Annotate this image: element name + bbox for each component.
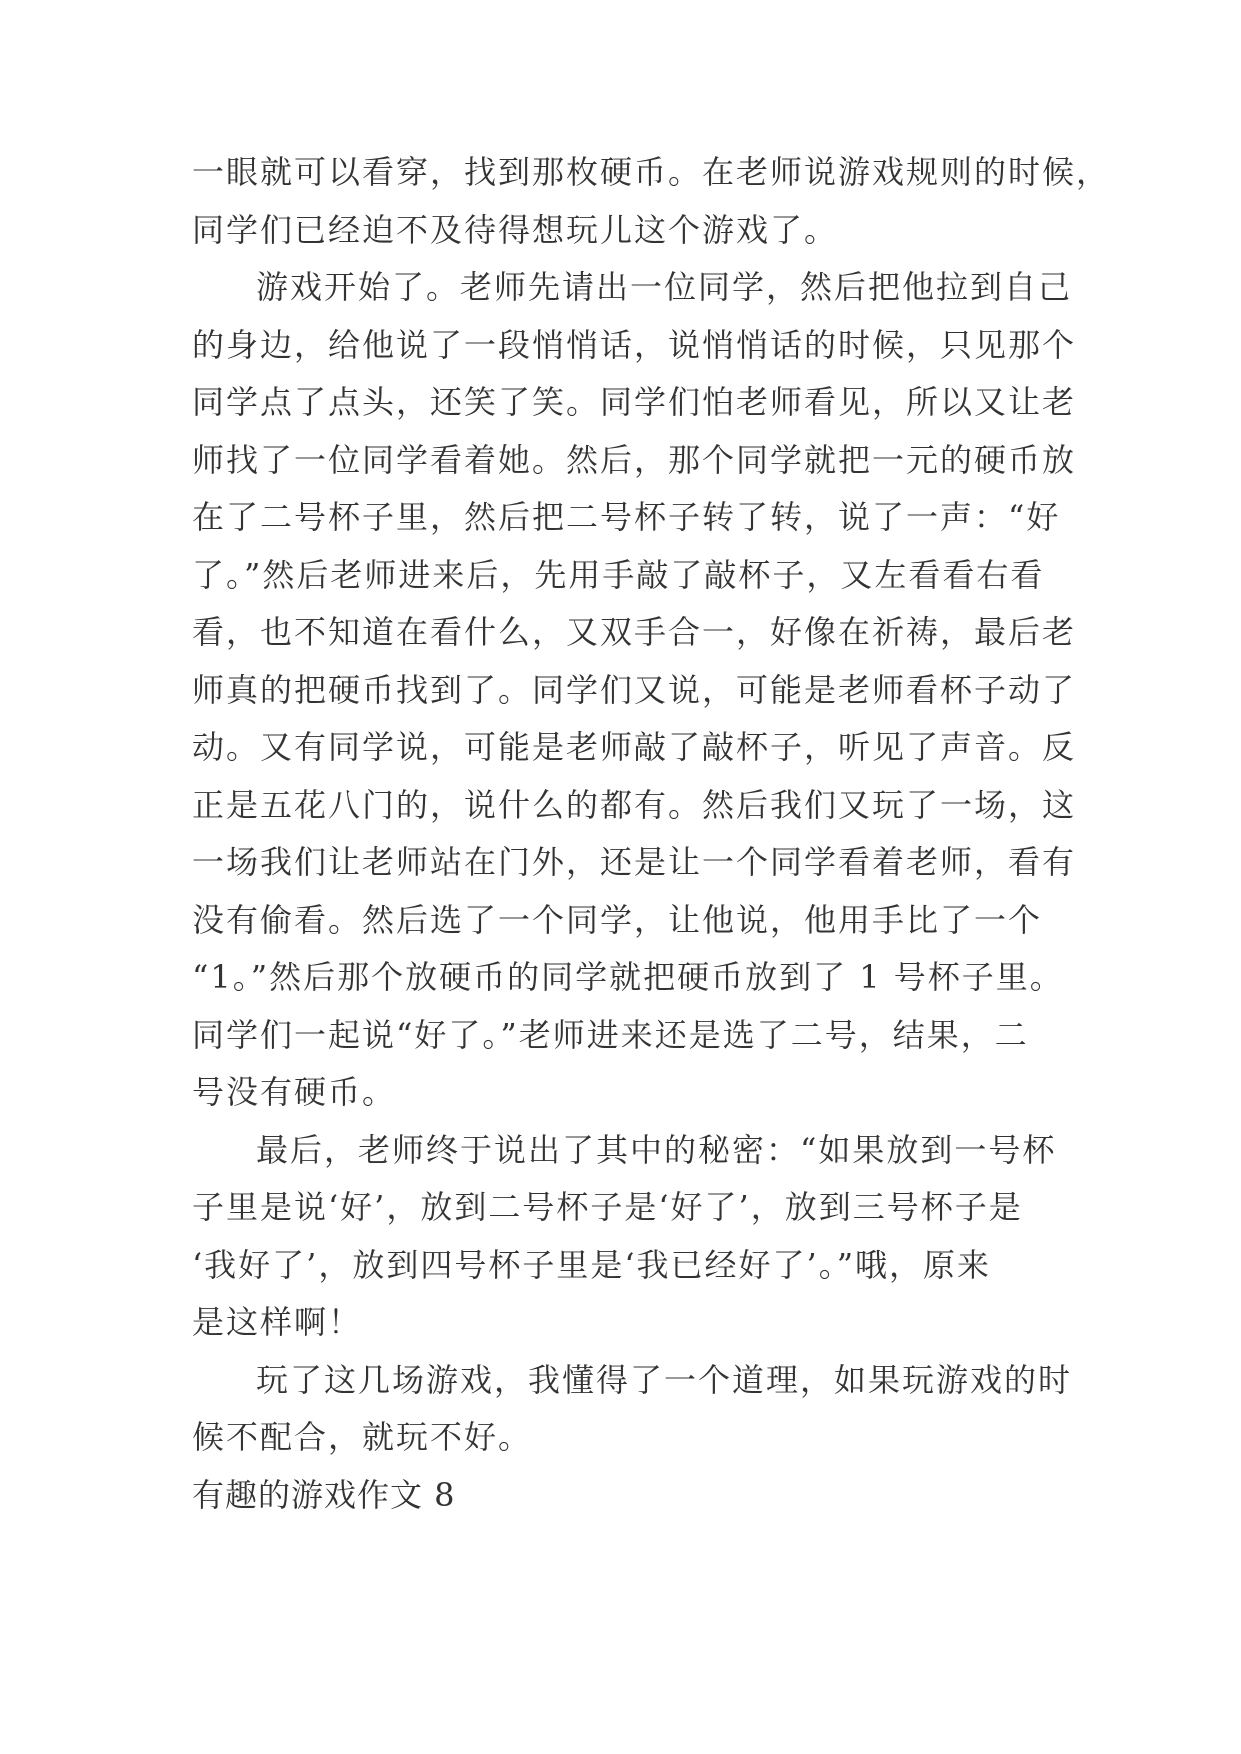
text-line: 没有偷看。然后选了一个同学，让他说，他用手比了一个 [192, 900, 1043, 939]
text-line: 候不配合，就玩不好。 [192, 1418, 533, 1456]
text-line: 同学点了点头，还笑了笑。同学们怕老师看见，所以又让老 [192, 383, 1077, 421]
text-line: 正是五花八门的，说什么的都有。然后我们又玩了一场，这 [192, 785, 1077, 824]
text-line: 一眼就可以看穿，找到那枚硬币。在老师说游戏规则的时候， [192, 153, 1111, 191]
paragraph-start-line: 玩了这几场游戏，我懂得了一个道理，如果玩游戏的时 [256, 1360, 1073, 1399]
text-line: 是这样啊！ [192, 1303, 363, 1341]
text-line: 了。”然后老师进来后，先用手敲了敲杯子，又左看看右看 [192, 555, 1045, 594]
section-heading: 有趣的游戏作文 8 [192, 1475, 456, 1514]
text-line: ‘我好了’，放到四号杯子里是‘我已经好了’。”哦，原来 [192, 1245, 992, 1284]
text-line: 子里是说‘好’，放到二号杯子是‘好了’，放到三号杯子是 [192, 1188, 1023, 1226]
text-line: 看，也不知道在看什么，又双手合一，好像在祈祷，最后老 [192, 613, 1077, 651]
text-line: 号没有硬币。 [192, 1073, 397, 1111]
text-line: “1。”然后那个放硬币的同学就把硬币放到了 1 号杯子里。 [192, 958, 1064, 996]
text-line: 师找了一位同学看着她。然后，那个同学就把一元的硬币放 [192, 440, 1077, 479]
text-line: 的身边，给他说了一段悄悄话，说悄悄话的时候，只见那个 [192, 325, 1077, 364]
text-line: 同学们已经迫不及待得想玩儿这个游戏了。 [192, 210, 839, 249]
text-line: 动。又有同学说，可能是老师敲了敲杯子，听见了声音。反 [192, 728, 1077, 766]
paragraph-start-line: 最后，老师终于说出了其中的秘密：“如果放到一号杯 [256, 1130, 1057, 1169]
paragraph-start-line: 游戏开始了。老师先请出一位同学，然后把他拉到自己 [256, 268, 1073, 306]
text-line: 师真的把硬币找到了。同学们又说，可能是老师看杯子动了 [192, 670, 1077, 709]
document-body [192, 144, 1111, 1524]
text-line: 一场我们让老师站在门外，还是让一个同学看着老师，看有 [192, 843, 1077, 881]
text-line: 同学们一起说“好了。”老师进来还是选了二号，结果，二 [192, 1015, 1029, 1054]
text-line: 在了二号杯子里，然后把二号杯子转了转，说了一声：“好 [192, 498, 1061, 536]
